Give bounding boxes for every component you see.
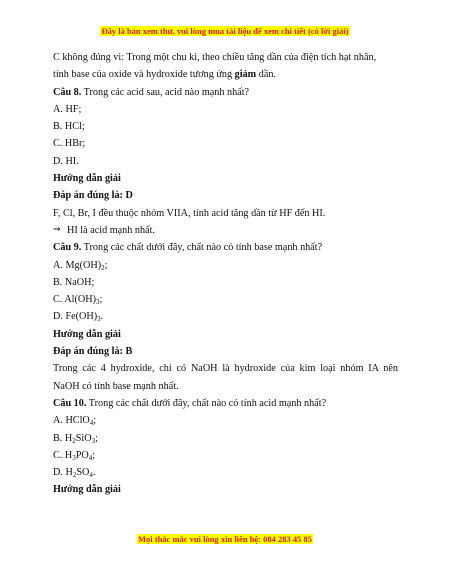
q9-explanation-line-1: Trong các 4 hydroxide, chỉ có NaOH là hydroxide của kim loại nhóm IA nên: [53, 363, 398, 375]
preview-banner: [0, 26, 450, 37]
intro-line-1: C không đúng vì: Trong một chu kì, theo chiều tăng dần của điện tích hạt nhân,: [53, 52, 377, 63]
q9-option-d: D. $Fe(OH)_3$.: [53, 311, 104, 324]
question-label: Câu 9.: [53, 242, 82, 254]
q8-guide-heading: Hướng dẫn giải: [53, 173, 121, 185]
q9-answer: Đáp án đúng là: B: [53, 346, 133, 358]
document-body: [53, 49, 398, 499]
q9-option-c: C. $Al(OH)_3$;: [53, 294, 103, 307]
question-label: Câu 10.: [53, 397, 87, 409]
q10-option-a: A. HClO$_4$;: [53, 415, 97, 428]
preview-banner-text: Đây là bản xem thử, vui lòng mua tài liệu để xem chi tiết (có lời giải): [101, 26, 349, 36]
contact-banner: [0, 534, 450, 545]
question-label: Câu 8.: [53, 86, 82, 98]
q10-option-b: B. $H_2SiO_3$;: [53, 432, 98, 445]
intro-line-2: tính base của oxide và hydroxide tương ứng giảm dần.: [53, 69, 276, 81]
implies-arrow-icon: ⇒: [53, 224, 61, 235]
question-8: Câu 8. Trong các acid sau, acid nào mạnh nhất?: [53, 86, 250, 98]
question-9: Câu 9. Trong các chất dưới đây, chất nào có tính base mạnh nhất?: [53, 242, 323, 254]
question-10: Câu 10. Trong các chất dưới đây, chất nào có tính acid mạnh nhất?: [53, 397, 327, 409]
q10-option-c: C. $H_3PO_4$;: [53, 449, 96, 462]
q9-guide-heading: Hướng dẫn giải: [53, 328, 121, 340]
q10-guide-heading: Hướng dẫn giải: [53, 484, 121, 496]
q8-option-b: B. HCl;: [53, 121, 85, 133]
q8-option-c: C. HBr;: [53, 138, 86, 150]
q8-option-a: A. HF;: [53, 103, 82, 115]
contact-banner-text: Mọi thắc mắc vui lòng xin liên hệ: 084 283 45 85: [137, 534, 312, 544]
q9-explanation-line-2: NaOH có tính base mạnh nhất.: [53, 380, 179, 392]
q8-conclusion: ⇒ HI là acid mạnh nhất.: [53, 222, 398, 239]
q9-option-b: B. NaOH;: [53, 276, 95, 288]
q9-option-a: A. $Mg(OH)_2$;: [53, 259, 108, 272]
q8-answer: Đáp án đúng là: D: [53, 190, 133, 202]
q8-option-d: D. HI.: [53, 155, 79, 167]
q8-explanation: F, Cl, Br, I đều thuộc nhóm VIIA, tính acid tăng dần từ HF đến HI.: [53, 207, 326, 219]
q10-option-d: D. $H_2SO_4$.: [53, 467, 96, 480]
